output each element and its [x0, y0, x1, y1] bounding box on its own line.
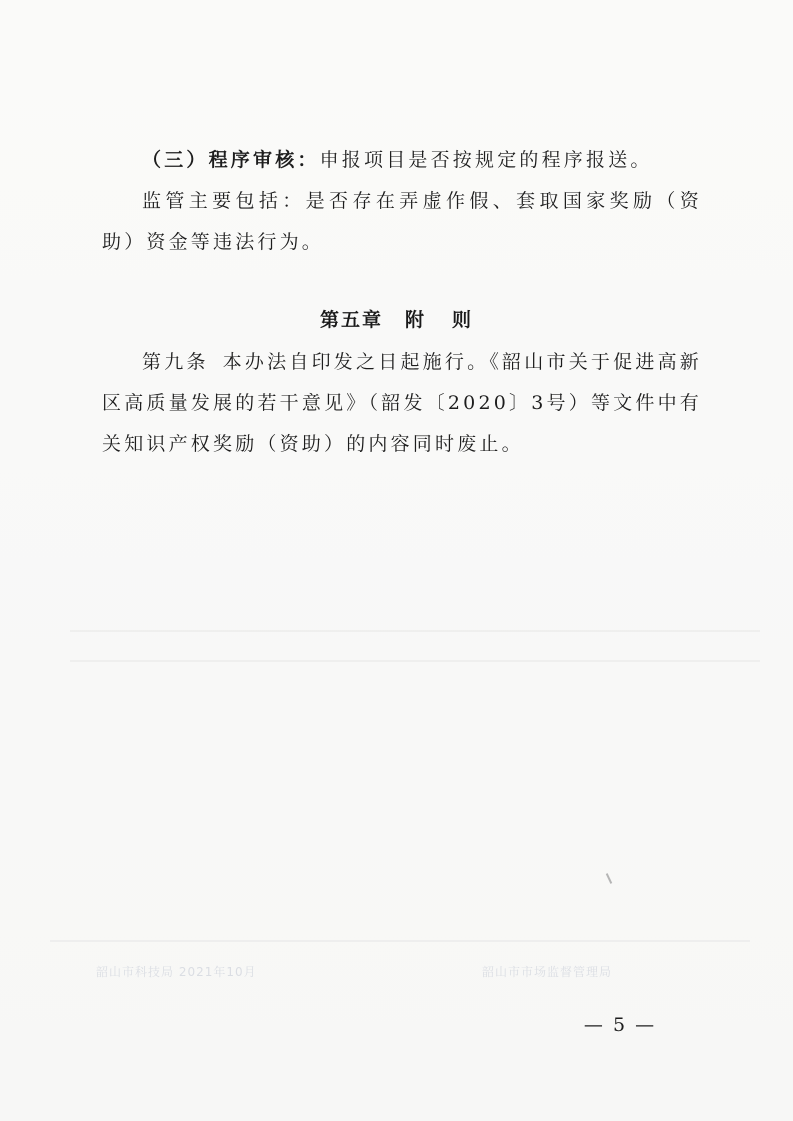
scan-artifact-line — [70, 630, 760, 632]
faint-footer-right: 韶山市市场监督管理局 — [482, 965, 613, 979]
faint-footer-left: 韶山市科技局 2021年10月 — [96, 965, 257, 979]
article9-label: 第九条 — [142, 351, 209, 373]
chapter-number: 第五章 — [319, 309, 383, 331]
scan-speck — [606, 873, 612, 884]
supervision-paragraph: 监管主要包括：是否存在弄虚作假、套取国家奖励（资助）资金等违法行为。 — [102, 190, 702, 253]
scan-artifact-line — [70, 660, 760, 662]
page-number: — 5 — — [583, 1014, 657, 1036]
article9-text: 本办法自印发之日起施行。《韶山市关于促进高新区高质量发展的若干意见》（韶发〔2020〕3号）等文件中有关知识产权奖励（资助）的内容同时废止。 — [102, 351, 702, 455]
chapter-title-part2: 则 — [452, 309, 474, 331]
chapter-heading — [0, 300, 793, 341]
chapter-title-part1: 附 — [404, 309, 426, 331]
section3-paragraph — [102, 140, 702, 181]
scan-artifact-line — [50, 940, 750, 942]
article9-paragraph — [102, 342, 702, 465]
section3-text: 申报项目是否按规定的程序报送。 — [319, 149, 653, 171]
section3-label: （三）程序审核： — [142, 149, 320, 171]
